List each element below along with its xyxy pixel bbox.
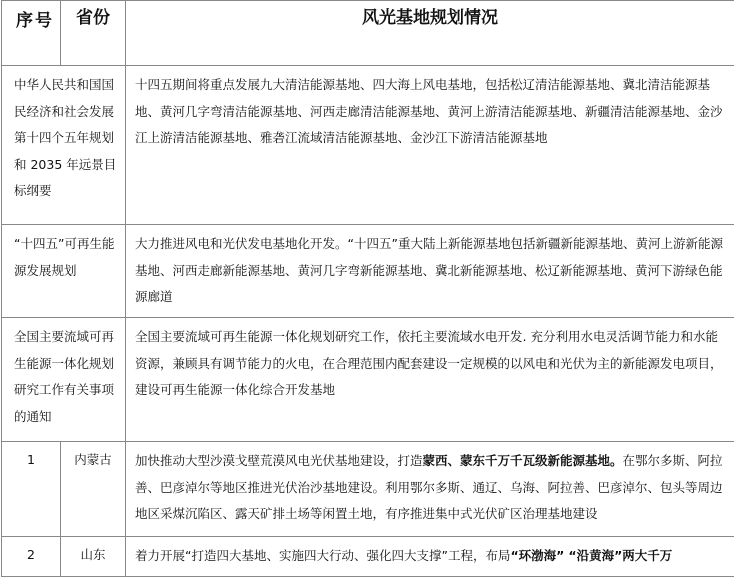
policy-title: 全国主要流域可再生能源一体化规划研究工作有关事项的通知 bbox=[2, 318, 126, 442]
row-content bbox=[126, 442, 734, 537]
policy-title: 中华人民共和国国民经济和社会发展第十四个五年规划和 2035 年远景目标纲要 bbox=[2, 66, 126, 225]
content-text: 在鄂尔多斯、阿拉善、巴彦淖尔等地区推进光伏治沙基地建设。利用鄂尔多斯、通辽、乌海、阿拉善、巴彦淖尔、包头等周边地区采煤沉陷区、露天矿排土场等闲置土地，有序推进集中式光伏矿区治理基地建设 bbox=[135, 453, 723, 521]
content-highlight: 蒙西、蒙东千万千瓦级新能源基地。 bbox=[423, 453, 623, 468]
policy-content: 十四五期间将重点发展九大清洁能源基地、四大海上风电基地，包括松辽清洁能源基地、冀北清洁能源基地、黄河几字弯清洁能源基地、河西走廊清洁能源基地、黄河上游清洁能源基地、新疆清洁能源基地、金沙江上游清洁能源基地、雅砻江流域清洁能源基地、金沙江下游清洁能源基地 bbox=[126, 66, 734, 225]
table-row bbox=[2, 66, 734, 225]
policy-content: 全国主要流域可再生能源一体化规划研究工作，依托主要流域水电开发. 充分利用水电灵活调节能力和水能资源，兼顾具有调节能力的火电，在合理范围内配套建设一定规模的以风电和光伏为主的新能源发电项目，建设可再生能源一体化综合开发基地 bbox=[126, 318, 734, 442]
table-row bbox=[2, 442, 734, 537]
table-row bbox=[2, 318, 734, 442]
row-seq: 2 bbox=[2, 537, 61, 577]
row-content bbox=[126, 537, 734, 577]
plan-table bbox=[1, 0, 734, 577]
header-plan: 风光基地规划情况 bbox=[126, 1, 734, 66]
row-province: 内蒙古 bbox=[61, 442, 126, 537]
policy-content: 大力推进风电和光伏发电基地化开发。“十四五”重大陆上新能源基地包括新疆新能源基地、黄河上游新能源基地、河西走廊新能源基地、黄河几字弯新能源基地、冀北新能源基地、松辽新能源基地、黄河下游绿色能源廊道 bbox=[126, 225, 734, 318]
table-row bbox=[2, 537, 734, 577]
header-row bbox=[2, 1, 734, 66]
content-highlight: “环渤海” bbox=[510, 548, 564, 563]
content-highlight: “沿黄海”两大千万 bbox=[568, 548, 672, 563]
row-province: 山东 bbox=[61, 537, 126, 577]
header-seq: 序号 bbox=[2, 1, 61, 66]
content-text: 着力开展“打造四大基地、实施四大行动、强化四大支撑”工程，布局 bbox=[135, 548, 510, 563]
row-seq: 1 bbox=[2, 442, 61, 537]
content-text: 加快推动大型沙漠戈壁荒漠风电光伏基地建设，打造 bbox=[135, 453, 423, 468]
header-province: 省份 bbox=[61, 1, 126, 66]
table-row bbox=[2, 225, 734, 318]
policy-title: “十四五”可再生能源发展规划 bbox=[2, 225, 126, 318]
